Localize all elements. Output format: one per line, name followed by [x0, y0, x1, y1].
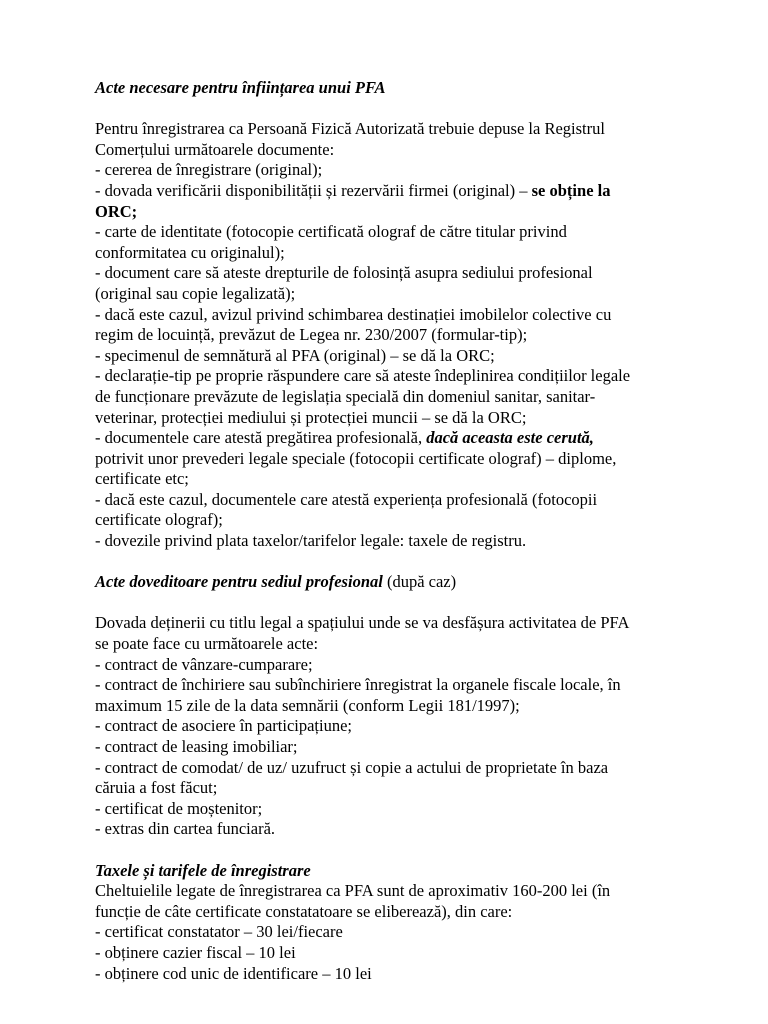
doc-list-line: de funcționare prevăzute de legislația specială din domeniul sanitar, sanitar- — [95, 386, 596, 406]
section1-title: Acte necesare pentru înființarea unui PFA — [95, 78, 386, 97]
doc-list-line: - declarație-tip pe proprie răspundere care să ateste îndeplinirea condițiilor legale — [95, 366, 631, 386]
doc-list-line: veterinar, protecției mediului și protecției muncii – se dă la ORC; — [95, 407, 527, 427]
section3-line: - certificat constatator – 30 lei/fiecare — [95, 922, 343, 942]
doc-list-line — [95, 181, 695, 202]
section2-line: - contract de vânzare-cumparare; — [95, 654, 313, 674]
document-page — [95, 78, 695, 984]
spacer — [95, 99, 695, 120]
doc-list-line: - cererea de înregistrare (original); — [95, 160, 323, 180]
section2-line: căruia a fost făcut; — [95, 778, 218, 798]
section2-line: se poate face cu următoarele acte: — [95, 634, 319, 654]
spacer — [95, 593, 695, 614]
doc-list-line: potrivit unor prevederi legale speciale (fotocopii certificate olograf) – diplome, — [95, 448, 617, 468]
doc-list-line: regim de locuință, prevăzut de Legea nr. 230/2007 (formular-tip); — [95, 325, 528, 345]
doc-list-line: certificate etc; — [95, 469, 189, 489]
section2-line: - contract de asociere în participațiune; — [95, 716, 352, 736]
doc-list-line: - specimenul de semnătură al PFA (original) – se dă la ORC; — [95, 345, 495, 365]
section2-title-suffix: (după caz) — [382, 572, 457, 592]
section2-line: maximum 15 zile de la data semnării (conform Legii 181/1997); — [95, 695, 520, 715]
doc-list-line: certificate olograf); — [95, 510, 223, 530]
doc-list-emphasis: dacă aceasta este cerută, — [426, 428, 594, 448]
section1-intro-line-2: Comerțului următoarele documente: — [95, 139, 335, 159]
doc-list-line: - dovezile privind plata taxelor/tarifelor legale: taxele de registru. — [95, 531, 527, 551]
doc-list-line — [95, 428, 695, 449]
doc-list-line: - dacă este cazul, documentele care atestă experiența profesională (fotocopii — [95, 489, 598, 509]
section2-line: Dovada deținerii cu titlu legal a spațiului unde se va desfășura activitatea de PFA — [95, 613, 630, 633]
doc-list-line: conformitatea cu originalul); — [95, 242, 285, 262]
doc-list-line: - dacă este cazul, avizul privind schimbarea destinației imobilelor colective cu — [95, 304, 612, 324]
section2-line: - contract de leasing imobiliar; — [95, 737, 298, 756]
section2-line: - contract de comodat/ de uz/ uzufruct și copie a actului de proprietate în baza — [95, 757, 609, 777]
doc-list-emphasis: se obține la — [531, 180, 611, 200]
section2-line: - certificat de moștenitor; — [95, 798, 263, 818]
section3-line: - obținere cazier fiscal – 10 lei — [95, 942, 296, 962]
section3-line: - obținere cod unic de identificare – 10 lei — [95, 963, 372, 983]
spacer — [95, 552, 695, 573]
doc-list-emphasis-line: ORC; — [95, 201, 138, 221]
doc-list-text: - dovada verificării disponibilității și rezervării firmei (original) – — [95, 180, 532, 200]
spacer — [95, 840, 695, 861]
section2-title — [95, 572, 695, 593]
section1-intro-line-1: Pentru înregistrarea ca Persoană Fizică Autorizată trebuie depuse la Registrul — [95, 119, 605, 139]
doc-list-line: - carte de identitate (fotocopie certificată olograf de către titular privind — [95, 222, 567, 242]
section2-title-emphasis: Acte doveditoare pentru sediul profesional — [95, 572, 383, 592]
section2-line: - contract de închiriere sau subînchiriere înregistrat la organele fiscale locale, în — [95, 675, 621, 695]
doc-list-line: - document care să ateste drepturile de folosință asupra sediului profesional — [95, 263, 593, 283]
doc-list-text: - documentele care atestă pregătirea profesională, — [95, 428, 427, 448]
section3-line: Cheltuielile legate de înregistrarea ca PFA sunt de aproximativ 160-200 lei (în — [95, 881, 611, 901]
section2-line: - extras din cartea funciară. — [95, 819, 276, 839]
section3-line: funcție de câte certificate constatatoare se eliberează), din care: — [95, 901, 513, 921]
doc-list-line: (original sau copie legalizată); — [95, 283, 296, 303]
section3-title: Taxele și tarifele de înregistrare — [95, 860, 311, 880]
